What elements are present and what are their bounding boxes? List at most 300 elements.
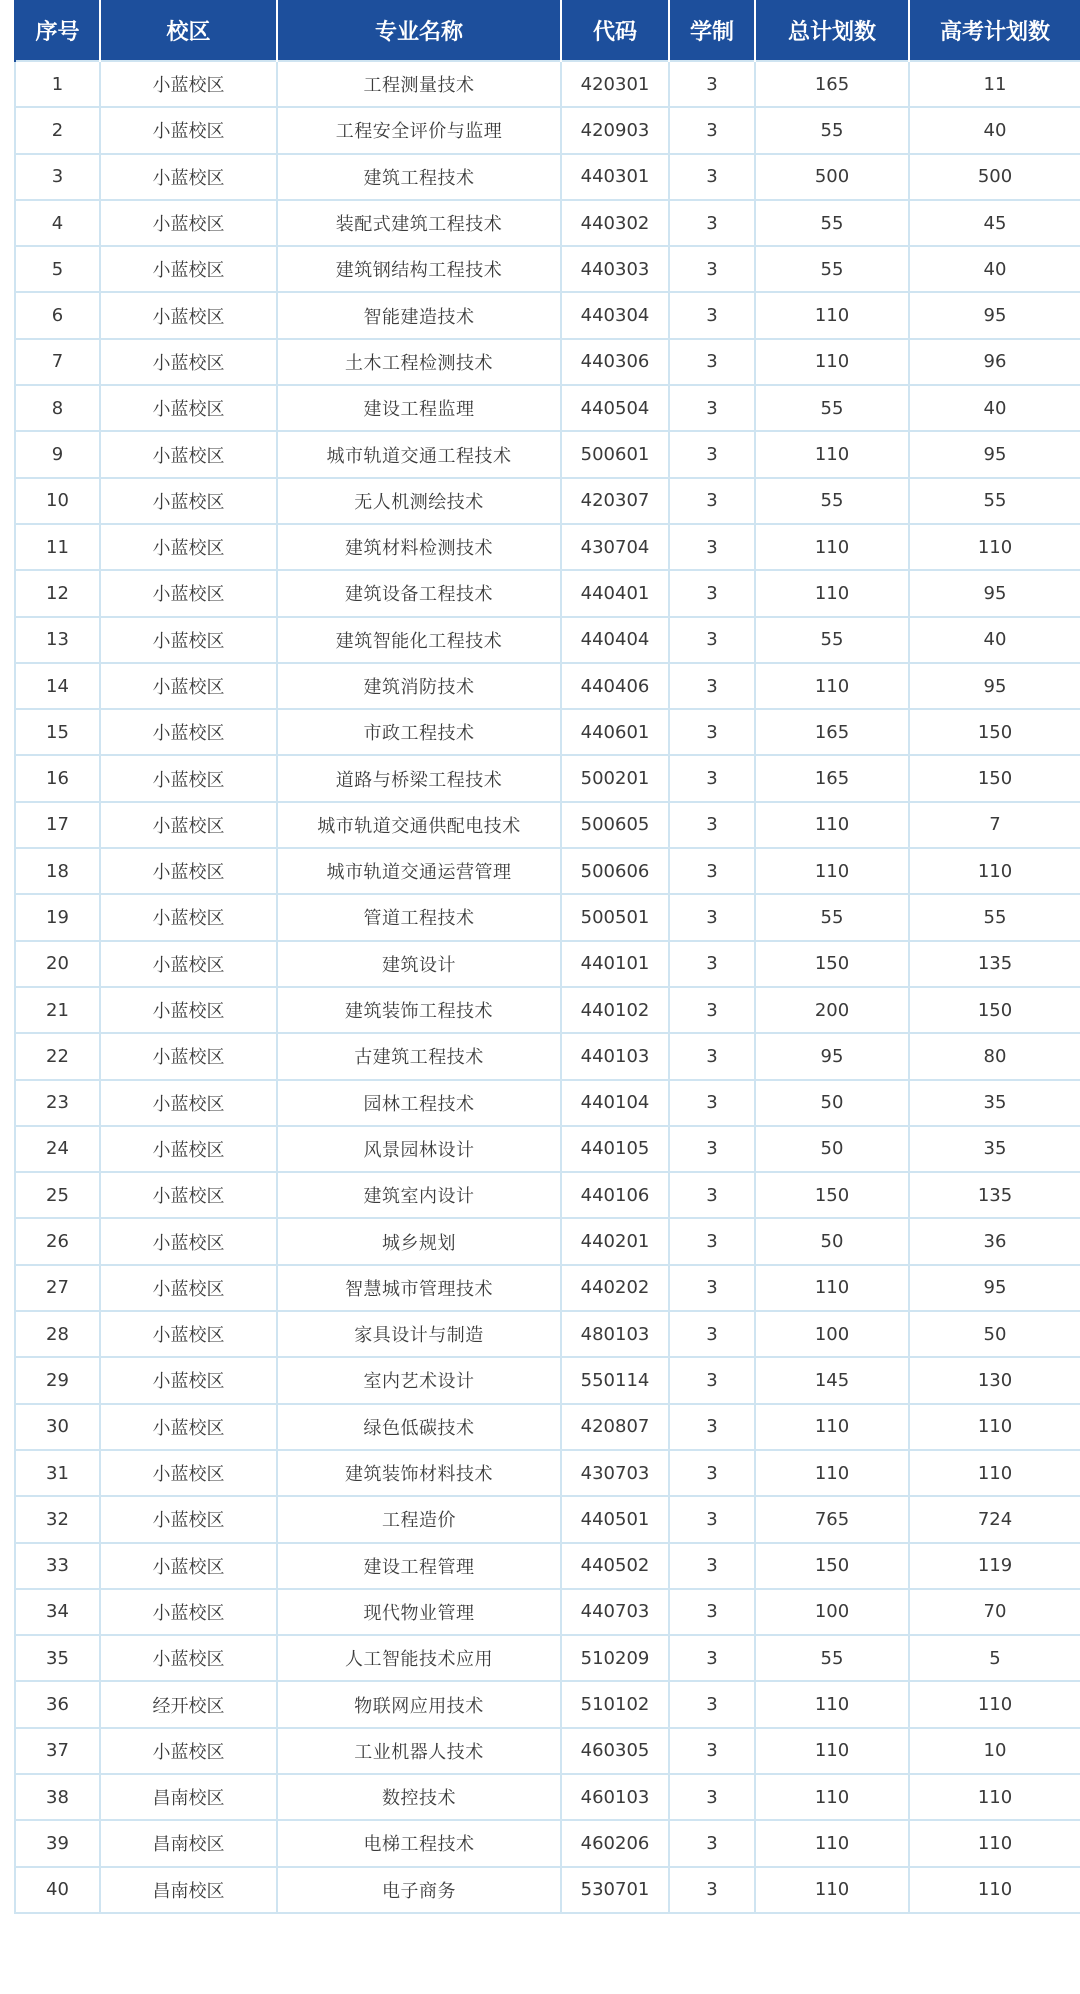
cell-major-name: 电梯工程技术 (277, 1820, 561, 1866)
cell-major-name: 无人机测绘技术 (277, 478, 561, 524)
cell-duration: 3 (669, 154, 755, 200)
cell-major-name: 家具设计与制造 (277, 1311, 561, 1357)
cell-code: 500201 (561, 755, 669, 801)
cell-major-name: 建筑工程技术 (277, 154, 561, 200)
cell-major-name: 物联网应用技术 (277, 1681, 561, 1727)
cell-gaokao-plan: 150 (909, 709, 1080, 755)
cell-gaokao-plan: 80 (909, 1033, 1080, 1079)
cell-code: 440101 (561, 941, 669, 987)
cell-campus: 小蓝校区 (100, 1357, 277, 1403)
cell-gaokao-plan: 40 (909, 617, 1080, 663)
cell-serial-number: 14 (15, 663, 100, 709)
cell-code: 530701 (561, 1867, 669, 1913)
cell-gaokao-plan: 40 (909, 246, 1080, 292)
cell-total-plan: 110 (755, 802, 909, 848)
cell-gaokao-plan: 35 (909, 1126, 1080, 1172)
table-row (15, 848, 1080, 894)
cell-campus: 小蓝校区 (100, 709, 277, 755)
header-major-name: 专业名称 (277, 0, 561, 61)
cell-major-name: 古建筑工程技术 (277, 1033, 561, 1079)
cell-serial-number: 6 (15, 292, 100, 338)
table-row (15, 1265, 1080, 1311)
enrollment-plan-table (14, 0, 1080, 1914)
cell-gaokao-plan: 95 (909, 431, 1080, 477)
cell-code: 510209 (561, 1635, 669, 1681)
cell-gaokao-plan: 36 (909, 1218, 1080, 1264)
cell-duration: 3 (669, 524, 755, 570)
cell-serial-number: 32 (15, 1496, 100, 1542)
cell-code: 460206 (561, 1820, 669, 1866)
cell-duration: 3 (669, 1820, 755, 1866)
cell-major-name: 智慧城市管理技术 (277, 1265, 561, 1311)
table-row (15, 1774, 1080, 1820)
table-row (15, 1311, 1080, 1357)
cell-total-plan: 110 (755, 292, 909, 338)
cell-major-name: 智能建造技术 (277, 292, 561, 338)
cell-major-name: 建筑材料检测技术 (277, 524, 561, 570)
cell-campus: 小蓝校区 (100, 570, 277, 616)
cell-major-name: 现代物业管理 (277, 1589, 561, 1635)
cell-code: 420301 (561, 61, 669, 107)
cell-duration: 3 (669, 431, 755, 477)
cell-gaokao-plan: 95 (909, 1265, 1080, 1311)
table-row (15, 1450, 1080, 1496)
cell-major-name: 土木工程检测技术 (277, 339, 561, 385)
cell-duration: 3 (669, 663, 755, 709)
cell-total-plan: 55 (755, 1635, 909, 1681)
cell-serial-number: 26 (15, 1218, 100, 1264)
table-row (15, 1543, 1080, 1589)
cell-code: 480103 (561, 1311, 669, 1357)
cell-duration: 3 (669, 570, 755, 616)
cell-duration: 3 (669, 478, 755, 524)
table-row (15, 154, 1080, 200)
cell-duration: 3 (669, 1080, 755, 1126)
header-campus: 校区 (100, 0, 277, 61)
table-row (15, 1080, 1080, 1126)
cell-code: 440102 (561, 987, 669, 1033)
cell-code: 440304 (561, 292, 669, 338)
cell-total-plan: 55 (755, 385, 909, 431)
cell-total-plan: 145 (755, 1357, 909, 1403)
cell-campus: 小蓝校区 (100, 1218, 277, 1264)
cell-campus: 小蓝校区 (100, 292, 277, 338)
cell-duration: 3 (669, 848, 755, 894)
table-row (15, 1496, 1080, 1542)
table-header (15, 0, 1080, 61)
cell-major-name: 建筑装饰材料技术 (277, 1450, 561, 1496)
header-row (15, 0, 1080, 61)
cell-campus: 昌南校区 (100, 1867, 277, 1913)
cell-serial-number: 19 (15, 894, 100, 940)
cell-campus: 小蓝校区 (100, 1311, 277, 1357)
header-code: 代码 (561, 0, 669, 61)
cell-serial-number: 29 (15, 1357, 100, 1403)
cell-duration: 3 (669, 1450, 755, 1496)
table-row (15, 894, 1080, 940)
cell-campus: 小蓝校区 (100, 848, 277, 894)
cell-total-plan: 110 (755, 1265, 909, 1311)
cell-code: 440502 (561, 1543, 669, 1589)
cell-campus: 小蓝校区 (100, 1589, 277, 1635)
cell-serial-number: 34 (15, 1589, 100, 1635)
cell-total-plan: 150 (755, 1172, 909, 1218)
cell-gaokao-plan: 110 (909, 1450, 1080, 1496)
cell-gaokao-plan: 110 (909, 524, 1080, 570)
cell-serial-number: 16 (15, 755, 100, 801)
cell-serial-number: 11 (15, 524, 100, 570)
cell-campus: 小蓝校区 (100, 1635, 277, 1681)
cell-code: 420307 (561, 478, 669, 524)
cell-campus: 小蓝校区 (100, 200, 277, 246)
cell-code: 420903 (561, 107, 669, 153)
cell-total-plan: 110 (755, 1820, 909, 1866)
cell-gaokao-plan: 7 (909, 802, 1080, 848)
cell-campus: 小蓝校区 (100, 663, 277, 709)
cell-campus: 小蓝校区 (100, 107, 277, 153)
cell-gaokao-plan: 110 (909, 1404, 1080, 1450)
cell-duration: 3 (669, 987, 755, 1033)
cell-serial-number: 30 (15, 1404, 100, 1450)
cell-major-name: 城市轨道交通工程技术 (277, 431, 561, 477)
cell-code: 440106 (561, 1172, 669, 1218)
cell-duration: 3 (669, 1728, 755, 1774)
cell-serial-number: 33 (15, 1543, 100, 1589)
cell-code: 440504 (561, 385, 669, 431)
cell-gaokao-plan: 35 (909, 1080, 1080, 1126)
cell-serial-number: 5 (15, 246, 100, 292)
cell-gaokao-plan: 110 (909, 1820, 1080, 1866)
cell-serial-number: 10 (15, 478, 100, 524)
cell-gaokao-plan: 500 (909, 154, 1080, 200)
cell-gaokao-plan: 55 (909, 894, 1080, 940)
cell-major-name: 建筑消防技术 (277, 663, 561, 709)
cell-major-name: 管道工程技术 (277, 894, 561, 940)
cell-code: 460103 (561, 1774, 669, 1820)
cell-campus: 小蓝校区 (100, 617, 277, 663)
cell-gaokao-plan: 150 (909, 755, 1080, 801)
cell-code: 440406 (561, 663, 669, 709)
cell-duration: 3 (669, 200, 755, 246)
cell-code: 440703 (561, 1589, 669, 1635)
cell-serial-number: 31 (15, 1450, 100, 1496)
cell-duration: 3 (669, 1404, 755, 1450)
cell-serial-number: 3 (15, 154, 100, 200)
cell-total-plan: 150 (755, 1543, 909, 1589)
cell-code: 420807 (561, 1404, 669, 1450)
cell-major-name: 建筑钢结构工程技术 (277, 246, 561, 292)
cell-gaokao-plan: 10 (909, 1728, 1080, 1774)
cell-serial-number: 7 (15, 339, 100, 385)
cell-campus: 小蓝校区 (100, 802, 277, 848)
cell-duration: 3 (669, 339, 755, 385)
cell-major-name: 工程造价 (277, 1496, 561, 1542)
cell-campus: 小蓝校区 (100, 987, 277, 1033)
cell-major-name: 建筑室内设计 (277, 1172, 561, 1218)
cell-campus: 小蓝校区 (100, 1543, 277, 1589)
cell-total-plan: 110 (755, 1867, 909, 1913)
cell-serial-number: 38 (15, 1774, 100, 1820)
cell-duration: 3 (669, 61, 755, 107)
cell-gaokao-plan: 95 (909, 570, 1080, 616)
table-row (15, 987, 1080, 1033)
cell-duration: 3 (669, 1589, 755, 1635)
cell-gaokao-plan: 110 (909, 1867, 1080, 1913)
cell-gaokao-plan: 135 (909, 1172, 1080, 1218)
cell-campus: 小蓝校区 (100, 61, 277, 107)
cell-total-plan: 110 (755, 1728, 909, 1774)
cell-serial-number: 27 (15, 1265, 100, 1311)
table-row (15, 1033, 1080, 1079)
cell-code: 440301 (561, 154, 669, 200)
table-row (15, 524, 1080, 570)
table-row (15, 1404, 1080, 1450)
cell-serial-number: 21 (15, 987, 100, 1033)
cell-duration: 3 (669, 292, 755, 338)
cell-serial-number: 18 (15, 848, 100, 894)
cell-code: 440302 (561, 200, 669, 246)
table-row (15, 941, 1080, 987)
cell-duration: 3 (669, 802, 755, 848)
cell-total-plan: 765 (755, 1496, 909, 1542)
table-row (15, 1218, 1080, 1264)
header-total-plan: 总计划数 (755, 0, 909, 61)
cell-total-plan: 110 (755, 1681, 909, 1727)
cell-code: 500501 (561, 894, 669, 940)
cell-code: 440201 (561, 1218, 669, 1264)
cell-major-name: 市政工程技术 (277, 709, 561, 755)
cell-total-plan: 150 (755, 941, 909, 987)
cell-major-name: 室内艺术设计 (277, 1357, 561, 1403)
table-row (15, 1357, 1080, 1403)
cell-duration: 3 (669, 894, 755, 940)
cell-serial-number: 28 (15, 1311, 100, 1357)
cell-gaokao-plan: 110 (909, 1681, 1080, 1727)
cell-campus: 小蓝校区 (100, 1126, 277, 1172)
cell-campus: 小蓝校区 (100, 1450, 277, 1496)
cell-total-plan: 165 (755, 61, 909, 107)
cell-campus: 小蓝校区 (100, 1404, 277, 1450)
cell-duration: 3 (669, 1357, 755, 1403)
cell-serial-number: 25 (15, 1172, 100, 1218)
cell-serial-number: 12 (15, 570, 100, 616)
cell-major-name: 道路与桥梁工程技术 (277, 755, 561, 801)
cell-serial-number: 37 (15, 1728, 100, 1774)
cell-campus: 小蓝校区 (100, 1033, 277, 1079)
cell-duration: 3 (669, 1033, 755, 1079)
cell-gaokao-plan: 11 (909, 61, 1080, 107)
table-row (15, 1172, 1080, 1218)
cell-major-name: 城市轨道交通供配电技术 (277, 802, 561, 848)
table-row (15, 1126, 1080, 1172)
header-duration: 学制 (669, 0, 755, 61)
cell-major-name: 工程测量技术 (277, 61, 561, 107)
cell-total-plan: 55 (755, 200, 909, 246)
table-row (15, 663, 1080, 709)
cell-total-plan: 110 (755, 1450, 909, 1496)
cell-campus: 小蓝校区 (100, 755, 277, 801)
cell-duration: 3 (669, 617, 755, 663)
cell-serial-number: 36 (15, 1681, 100, 1727)
cell-duration: 3 (669, 1265, 755, 1311)
cell-major-name: 园林工程技术 (277, 1080, 561, 1126)
cell-serial-number: 9 (15, 431, 100, 477)
table-row (15, 755, 1080, 801)
cell-duration: 3 (669, 1311, 755, 1357)
cell-duration: 3 (669, 1496, 755, 1542)
table-row (15, 617, 1080, 663)
cell-duration: 3 (669, 1635, 755, 1681)
cell-major-name: 建筑智能化工程技术 (277, 617, 561, 663)
cell-code: 430703 (561, 1450, 669, 1496)
cell-duration: 3 (669, 385, 755, 431)
table-body (15, 61, 1080, 1913)
cell-serial-number: 22 (15, 1033, 100, 1079)
cell-duration: 3 (669, 1774, 755, 1820)
table-row (15, 292, 1080, 338)
cell-code: 500605 (561, 802, 669, 848)
cell-campus: 小蓝校区 (100, 339, 277, 385)
cell-gaokao-plan: 55 (909, 478, 1080, 524)
cell-gaokao-plan: 95 (909, 663, 1080, 709)
cell-total-plan: 165 (755, 755, 909, 801)
cell-campus: 小蓝校区 (100, 154, 277, 200)
cell-gaokao-plan: 110 (909, 1774, 1080, 1820)
cell-gaokao-plan: 45 (909, 200, 1080, 246)
cell-serial-number: 17 (15, 802, 100, 848)
table-row (15, 200, 1080, 246)
cell-gaokao-plan: 135 (909, 941, 1080, 987)
cell-duration: 3 (669, 1543, 755, 1589)
cell-serial-number: 40 (15, 1867, 100, 1913)
cell-major-name: 装配式建筑工程技术 (277, 200, 561, 246)
cell-serial-number: 2 (15, 107, 100, 153)
cell-serial-number: 8 (15, 385, 100, 431)
table-row (15, 61, 1080, 107)
cell-total-plan: 110 (755, 1404, 909, 1450)
cell-duration: 3 (669, 107, 755, 153)
cell-gaokao-plan: 110 (909, 848, 1080, 894)
cell-code: 440601 (561, 709, 669, 755)
cell-code: 440404 (561, 617, 669, 663)
cell-code: 430704 (561, 524, 669, 570)
cell-gaokao-plan: 724 (909, 1496, 1080, 1542)
cell-campus: 小蓝校区 (100, 1172, 277, 1218)
cell-duration: 3 (669, 941, 755, 987)
cell-major-name: 建设工程管理 (277, 1543, 561, 1589)
cell-total-plan: 110 (755, 663, 909, 709)
cell-serial-number: 15 (15, 709, 100, 755)
cell-major-name: 绿色低碳技术 (277, 1404, 561, 1450)
cell-campus: 小蓝校区 (100, 941, 277, 987)
header-serial-number: 序号 (15, 0, 100, 61)
cell-campus: 小蓝校区 (100, 385, 277, 431)
cell-major-name: 建筑设计 (277, 941, 561, 987)
table-row (15, 431, 1080, 477)
table-row (15, 1589, 1080, 1635)
cell-total-plan: 110 (755, 524, 909, 570)
cell-code: 440105 (561, 1126, 669, 1172)
cell-major-name: 建筑设备工程技术 (277, 570, 561, 616)
table-row (15, 570, 1080, 616)
cell-campus: 小蓝校区 (100, 1265, 277, 1311)
cell-campus: 小蓝校区 (100, 431, 277, 477)
cell-duration: 3 (669, 1126, 755, 1172)
cell-total-plan: 55 (755, 894, 909, 940)
cell-campus: 小蓝校区 (100, 894, 277, 940)
cell-serial-number: 4 (15, 200, 100, 246)
cell-campus: 小蓝校区 (100, 1496, 277, 1542)
cell-gaokao-plan: 95 (909, 292, 1080, 338)
cell-code: 440306 (561, 339, 669, 385)
cell-code: 440103 (561, 1033, 669, 1079)
cell-major-name: 工业机器人技术 (277, 1728, 561, 1774)
cell-gaokao-plan: 130 (909, 1357, 1080, 1403)
cell-total-plan: 95 (755, 1033, 909, 1079)
cell-code: 460305 (561, 1728, 669, 1774)
cell-gaokao-plan: 40 (909, 107, 1080, 153)
cell-total-plan: 110 (755, 1774, 909, 1820)
cell-campus: 昌南校区 (100, 1774, 277, 1820)
cell-major-name: 电子商务 (277, 1867, 561, 1913)
cell-major-name: 风景园林设计 (277, 1126, 561, 1172)
table-row (15, 246, 1080, 292)
table-row (15, 1681, 1080, 1727)
cell-serial-number: 20 (15, 941, 100, 987)
cell-major-name: 数控技术 (277, 1774, 561, 1820)
table-row (15, 478, 1080, 524)
cell-code: 550114 (561, 1357, 669, 1403)
cell-campus: 小蓝校区 (100, 1080, 277, 1126)
cell-total-plan: 110 (755, 431, 909, 477)
table-row (15, 339, 1080, 385)
enrollment-plan-table-container (14, 0, 1080, 1914)
header-gaokao-plan: 高考计划数 (909, 0, 1080, 61)
cell-gaokao-plan: 70 (909, 1589, 1080, 1635)
cell-duration: 3 (669, 1172, 755, 1218)
cell-gaokao-plan: 96 (909, 339, 1080, 385)
cell-campus: 小蓝校区 (100, 246, 277, 292)
cell-serial-number: 23 (15, 1080, 100, 1126)
cell-campus: 经开校区 (100, 1681, 277, 1727)
cell-total-plan: 110 (755, 339, 909, 385)
cell-total-plan: 50 (755, 1080, 909, 1126)
cell-serial-number: 1 (15, 61, 100, 107)
table-row (15, 1728, 1080, 1774)
cell-code: 440401 (561, 570, 669, 616)
cell-code: 500601 (561, 431, 669, 477)
table-row (15, 1820, 1080, 1866)
cell-major-name: 人工智能技术应用 (277, 1635, 561, 1681)
cell-total-plan: 55 (755, 246, 909, 292)
table-row (15, 385, 1080, 431)
cell-code: 440501 (561, 1496, 669, 1542)
cell-code: 500606 (561, 848, 669, 894)
table-row (15, 709, 1080, 755)
cell-gaokao-plan: 50 (909, 1311, 1080, 1357)
table-row (15, 107, 1080, 153)
table-row (15, 1867, 1080, 1913)
cell-total-plan: 200 (755, 987, 909, 1033)
cell-major-name: 建筑装饰工程技术 (277, 987, 561, 1033)
cell-campus: 昌南校区 (100, 1820, 277, 1866)
table-row (15, 1635, 1080, 1681)
cell-duration: 3 (669, 246, 755, 292)
cell-gaokao-plan: 119 (909, 1543, 1080, 1589)
cell-total-plan: 50 (755, 1126, 909, 1172)
cell-serial-number: 35 (15, 1635, 100, 1681)
cell-duration: 3 (669, 1681, 755, 1727)
